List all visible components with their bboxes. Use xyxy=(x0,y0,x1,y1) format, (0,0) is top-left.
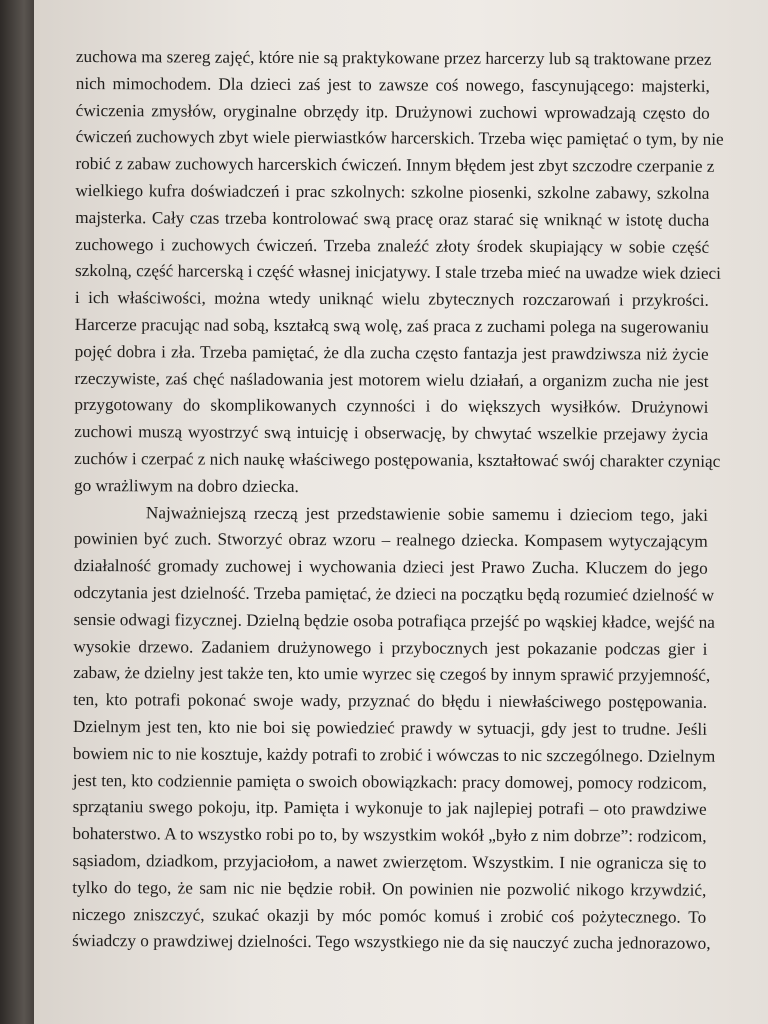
text-line-34: świadczy o prawdziwej dzielności. Tego wszystkiego nie da się nauczyć zucha jednorazowo, xyxy=(72,931,711,954)
text-line-30: bohaterstwo. A to wszystko robi po to, by wszystkim wokół „było z nim dobrze”: rodzicom, xyxy=(72,824,707,846)
text-line-10: i ich właściwości, można wtedy uniknąć wielu zbytecznych rozczarowań i przykrości. xyxy=(74,288,709,310)
text-line-33: niczego zniszczyć, szukać okazji by móc pomóc komuś i zrobić coś pożytecznego. To xyxy=(72,904,707,927)
text-line-31: sąsiadom, dziadkom, przyjaciołom, a nawet zwierzętom. Wszystkim. I nie ogranicza się to xyxy=(72,850,707,873)
text-line-25: ten, kto potrafi pokonać swoje wady, przyznać do błędu i niewłaściwego postępowania. xyxy=(73,690,708,712)
text-line-24: zabaw, że dzielny jest także ten, kto umie wyrzec się czegoś by innym sprawić przyjemność, xyxy=(73,663,711,686)
text-line-11: Harcerze pracując nad sobą, kształcą swą wolę, zaś praca z zuchami polega na sugerowaniu xyxy=(74,314,709,337)
document-text xyxy=(72,44,724,958)
text-line-19: powinien być zuch. Stworzyć obraz wzoru – realnego dziecka. Kompasem wytyczającym xyxy=(73,529,708,552)
text-line-7: majsterka. Cały czas trzeba kontrolować swą pracę oraz starać się wniknąć w istotę ducha xyxy=(75,207,710,230)
text-line-5: robić z zabaw zuchowych harcerskich ćwiczeń. Innym błędem jest zbyt szczodre czerpanie z xyxy=(75,154,715,176)
text-line-8: zuchowego i zuchowych ćwiczeń. Trzeba znaleźć złoty środek skupiający w sobie część xyxy=(75,234,710,257)
text-line-28: jest ten, kto codziennie pamięta o swoich obowiązkach: pracy domowej, pomocy rodzicom, xyxy=(72,770,707,793)
text-line-3: ćwiczenia zmysłów, oryginalne obrzędy itp. Drużynowi zuchowi wprowadzają często do xyxy=(75,100,710,123)
text-line-6: wielkiego kufra doświadczeń i prac szkolnych: szkolne piosenki, szkolne zabawy, szkolna xyxy=(75,180,710,203)
text-line-2: nich mimochodem. Dla dzieci zaś jest to zawsze coś nowego, fascynującego: majsterki, xyxy=(75,73,710,96)
text-line-12: pojęć dobra i zła. Trzeba pamiętać, że dla zucha często fantazja jest prawdziwsza niż życie xyxy=(74,341,709,364)
text-line-14: przygotowany do skomplikowanych czynności i do większych wysiłków. Drużynowi xyxy=(74,395,709,418)
text-line-29: sprzątaniu swego pokoju, itp. Pamięta i wykonuje to jak najlepiej potrafi – oto prawdziwe xyxy=(72,797,707,820)
text-line-13: rzeczywiste, zaś chęć naśladowania jest motorem wielu działań, a organizm zucha nie jest xyxy=(74,368,709,391)
text-line-23: wysokie drzewo. Zadaniem drużynowego i przybocznych jest pokazanie podczas gier i xyxy=(73,636,708,659)
text-line-9: szkolną, część harcerską i część własnej inicjatywy. I stale trzeba mieć na uwadze wiek dzieci xyxy=(74,261,722,284)
text-line-17: go wrażliwym na dobro dziecka. xyxy=(74,475,299,496)
text-line-4: ćwiczeń zuchowych zbyt wiele pierwiastków harcerskich. Trzeba więc pamiętać o tym, by nie xyxy=(75,127,724,150)
text-line-22: sensie odwagi fizycznej. Dzielną będzie osoba potrafiąca przejść po wąskiej kładce, wejść na xyxy=(73,609,715,632)
text-line-16: zuchów i czerpać z nich naukę właściwego postępowania, kształtować swój charakter czyniąc xyxy=(74,448,721,471)
text-line-15: zuchowi muszą wyostrzyć swą intuicję i obserwację, by chwytać wszelkie przejawy życia xyxy=(74,422,709,444)
text-line-18: Najważniejszą rzeczą jest przedstawienie sobie samemu i dzieciom tego, jaki xyxy=(145,502,708,525)
text-line-1: zuchowa ma szereg zajęć, które nie są praktykowane przez harcerzy lub są traktowane przez xyxy=(75,46,712,69)
text-line-26: Dzielnym jest ten, kto nie boi się powiedzieć prawdy w sytuacji, gdy jest to trudne. Jeśli xyxy=(72,716,708,739)
text-line-21: odczytania jest dzielność. Trzeba pamiętać, że dzieci na początku będą rozumieć dzielność w xyxy=(73,582,715,605)
text-line-27: bowiem nic to nie kosztuje, każdy potrafi to zrobić i wówczas to nic szczególnego. Dzielnym xyxy=(72,743,716,766)
text-line-32: tylko do tego, że sam nic nie będzie robił. On powinien nie pozwolić nikogo krzywdzić, xyxy=(72,877,707,900)
text-line-20: działalność gromady zuchowej i wychowania dzieci jest Prawo Zucha. Kluczem do jego xyxy=(73,556,708,578)
